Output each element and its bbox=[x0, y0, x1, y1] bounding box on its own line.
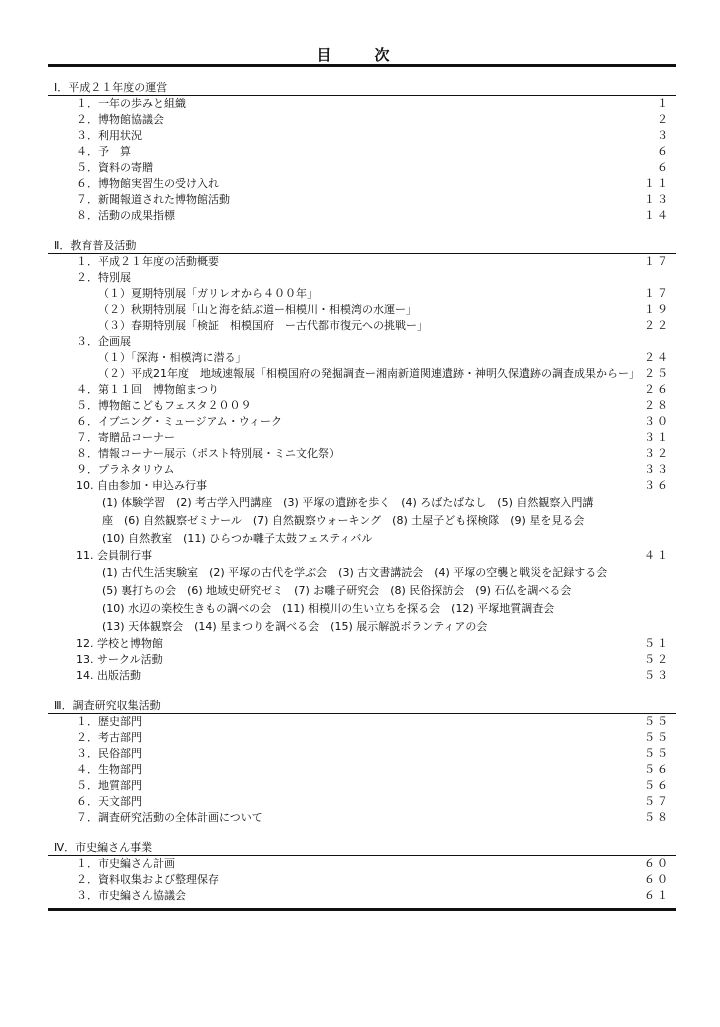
toc-entry-label: １．一年の歩みと組織 bbox=[76, 97, 186, 110]
toc-entry-page: ５８ bbox=[644, 811, 670, 824]
toc-entry-page: １９ bbox=[644, 303, 670, 316]
toc-entry-label: ５．資料の寄贈 bbox=[76, 161, 153, 174]
toc-entry bbox=[48, 302, 676, 318]
toc-entry-page: ２８ bbox=[644, 399, 670, 412]
toc-entry-page: ６ bbox=[657, 161, 670, 174]
toc-entry-page: ４１ bbox=[644, 549, 670, 562]
toc-entry bbox=[48, 794, 676, 810]
toc-entry-page: １ bbox=[657, 97, 670, 110]
section-heading: Ⅱ．教育普及活動 bbox=[48, 238, 676, 254]
toc-entry-label: ３．市史編さん協議会 bbox=[76, 889, 186, 902]
toc-entry-page: １７ bbox=[644, 255, 670, 268]
toc-entry-page: ６０ bbox=[644, 873, 670, 886]
toc-section bbox=[48, 238, 676, 684]
toc-entry-page: ２ bbox=[657, 113, 670, 126]
toc-entry-label: １．歴史部門 bbox=[76, 715, 142, 728]
toc-entry-label: ６．天文部門 bbox=[76, 795, 142, 808]
bottom-rule bbox=[48, 908, 676, 911]
toc-entry bbox=[48, 462, 676, 478]
toc-entry-page: ５６ bbox=[644, 779, 670, 792]
toc-entry bbox=[48, 872, 676, 888]
toc-entry-label: （３）春期特別展「検証 相模国府 ー古代都市復元への挑戦ー」 bbox=[98, 319, 428, 332]
toc-entry-page: ３０ bbox=[644, 415, 670, 428]
toc-entry-page: ３６ bbox=[644, 479, 670, 492]
top-rule bbox=[48, 64, 676, 67]
toc-entry-label: （１）夏期特別展「ガリレオから４００年」 bbox=[98, 287, 318, 300]
toc-entry bbox=[48, 668, 676, 684]
toc-entry-page: １１ bbox=[644, 177, 670, 190]
toc-entry-label: ８．活動の成果指標 bbox=[76, 209, 175, 222]
toc-sub-list: (10) 自然教室 (11) ひらつか囃子太鼓フェスティバル bbox=[102, 532, 373, 545]
toc-entry-page: ５５ bbox=[644, 747, 670, 760]
toc-entry-label: 10. 自由参加・申込み行事 bbox=[76, 479, 207, 492]
toc-entry-label: ６．博物館実習生の受け入れ bbox=[76, 177, 219, 190]
toc-entry-label: ５．地質部門 bbox=[76, 779, 142, 792]
toc-entry bbox=[48, 318, 676, 334]
toc-entry-page: ５７ bbox=[644, 795, 670, 808]
toc-entry bbox=[48, 398, 676, 414]
toc-entry-label: ６．イブニング・ミュージアム・ウィーク bbox=[76, 415, 283, 428]
toc-entry-label: １．平成２１年度の活動概要 bbox=[76, 255, 219, 268]
toc-entry bbox=[48, 446, 676, 462]
toc-entry-label: ３．企画展 bbox=[76, 335, 131, 348]
toc-entry-label: ４．予 算 bbox=[76, 145, 131, 158]
toc-entry-page: ６０ bbox=[644, 857, 670, 870]
toc-entry bbox=[48, 810, 676, 826]
toc-entry-page: ５３ bbox=[644, 669, 670, 682]
toc-entry-label: 13. サークル活動 bbox=[76, 653, 163, 666]
toc-entry bbox=[48, 548, 676, 564]
section-heading: Ⅲ．調査研究収集活動 bbox=[48, 698, 676, 714]
toc-entry-page: ５５ bbox=[644, 731, 670, 744]
toc-entry bbox=[48, 176, 676, 192]
toc-entry bbox=[48, 430, 676, 446]
toc-entry-page: ５１ bbox=[644, 637, 670, 650]
toc-entry-label: ３．利用状況 bbox=[76, 129, 142, 142]
toc-entry-page: ５５ bbox=[644, 715, 670, 728]
section-heading: Ⅰ．平成２１年度の運営 bbox=[48, 80, 676, 96]
toc-entry bbox=[48, 636, 676, 652]
toc-entry-label: １．市史編さん計画 bbox=[76, 857, 175, 870]
table-of-contents bbox=[48, 80, 676, 918]
toc-entry bbox=[48, 652, 676, 668]
toc-entry-page: ６１ bbox=[644, 889, 670, 902]
toc-entry bbox=[48, 714, 676, 730]
toc-entry bbox=[48, 350, 676, 366]
toc-entry-label: ７．新聞報道された博物館活動 bbox=[76, 193, 230, 206]
toc-entry bbox=[48, 96, 676, 112]
toc-section bbox=[48, 80, 676, 224]
toc-entry-page: １３ bbox=[644, 193, 670, 206]
toc-entry bbox=[48, 414, 676, 430]
toc-entry bbox=[48, 160, 676, 176]
toc-entry-page: ３３ bbox=[644, 463, 670, 476]
toc-entry-label: ３．民俗部門 bbox=[76, 747, 142, 760]
toc-entry-page: ５６ bbox=[644, 763, 670, 776]
toc-entry-page: ３２ bbox=[644, 447, 670, 460]
toc-entry bbox=[48, 856, 676, 872]
toc-entry bbox=[48, 888, 676, 904]
toc-entry-label: ４．生物部門 bbox=[76, 763, 142, 776]
toc-entry-label: ７．寄贈品コーナー bbox=[76, 431, 175, 444]
toc-entry-label: ８．情報コーナー展示（ポスト特別展・ミニ文化祭） bbox=[76, 447, 340, 460]
toc-entry-label: ２．考古部門 bbox=[76, 731, 142, 744]
toc-entry-page: ６ bbox=[657, 145, 670, 158]
toc-entry-page: １４ bbox=[644, 209, 670, 222]
toc-entry-label: 14. 出版活動 bbox=[76, 669, 141, 682]
toc-entry bbox=[48, 286, 676, 302]
toc-entry-page: ２６ bbox=[644, 383, 670, 396]
toc-sub-list: (1) 体験学習 (2) 考古学入門講座 (3) 平塚の遺跡を歩く (4) ろばたばなし (5) 自然観察入門講 bbox=[102, 496, 594, 509]
toc-entry bbox=[48, 254, 676, 270]
section-heading: Ⅳ．市史編さん事業 bbox=[48, 840, 676, 856]
toc-entry-label: ９．プラネタリウム bbox=[76, 463, 175, 476]
toc-entry-page: ２５ bbox=[644, 367, 670, 380]
toc-entry bbox=[48, 112, 676, 128]
toc-entry-label: （２）秋期特別展「山と海を結ぶ道ー相模川・相模湾の水運ー」 bbox=[98, 303, 417, 316]
toc-entry-label: 11. 会員制行事 bbox=[76, 549, 152, 562]
toc-entry bbox=[48, 778, 676, 794]
toc-entry-page: ２２ bbox=[644, 319, 670, 332]
toc-entry-label: ２．博物館協議会 bbox=[76, 113, 164, 126]
toc-entry bbox=[48, 270, 676, 286]
toc-entry bbox=[48, 730, 676, 746]
toc-entry bbox=[48, 366, 676, 382]
toc-section bbox=[48, 698, 676, 826]
toc-sub-list: (5) 裏打ちの会 (6) 地域史研究ゼミ (7) お囃子研究会 (8) 民俗探訪会 (9) 石仏を調べる会 bbox=[102, 584, 572, 597]
toc-entry-label: ４．第１１回 博物館まつり bbox=[76, 383, 219, 396]
toc-entry-page: １７ bbox=[644, 287, 670, 300]
toc-entry-label: （２）平成21年度 地域速報展「相模国府の発掘調査ー湘南新道関連遺跡・神明久保遺跡の調査成果からー」 bbox=[98, 367, 640, 380]
toc-entry bbox=[48, 208, 676, 224]
toc-entry-page: ３ bbox=[657, 129, 670, 142]
toc-entry bbox=[48, 334, 676, 350]
toc-sub-list: (10) 水辺の楽校生きもの調べの会 (11) 相模川の生い立ちを探る会 (12) 平塚地質調査会 bbox=[102, 602, 555, 615]
toc-sub-list: (1) 古代生活実験室 (2) 平塚の古代を学ぶ会 (3) 古文書講読会 (4) 平塚の空襲と戦災を記録する会 bbox=[102, 566, 608, 579]
page-title: 目 次 bbox=[316, 46, 404, 64]
toc-entry-label: （１）「深海・相模湾に潜る」 bbox=[98, 351, 247, 364]
toc-entry-label: ７．調査研究活動の全体計画について bbox=[76, 811, 263, 824]
toc-entry bbox=[48, 746, 676, 762]
toc-entry-page: ５２ bbox=[644, 653, 670, 666]
toc-sub-list: (13) 天体観察会 (14) 星まつりを調べる会 (15) 展示解説ボランティアの会 bbox=[102, 620, 488, 633]
toc-entry-page: ２４ bbox=[644, 351, 670, 364]
toc-sub-list: 座 (6) 自然観察ゼミナール (7) 自然観察ウォーキング (8) 土屋子ども探検隊 (9) 星を見る会 bbox=[102, 514, 585, 527]
toc-entry-label: ２．特別展 bbox=[76, 271, 131, 284]
toc-entry-page: ３１ bbox=[644, 431, 670, 444]
toc-entry bbox=[48, 144, 676, 160]
toc-entry-label: ２．資料収集および整理保存 bbox=[76, 873, 219, 886]
toc-entry bbox=[48, 382, 676, 398]
toc-entry-label: 12. 学校と博物館 bbox=[76, 637, 163, 650]
toc-entry-label: ５．博物館こどもフェスタ２００９ bbox=[76, 399, 252, 412]
toc-entry bbox=[48, 128, 676, 144]
toc-entry bbox=[48, 762, 676, 778]
toc-entry bbox=[48, 192, 676, 208]
toc-section bbox=[48, 840, 676, 904]
toc-entry bbox=[48, 478, 676, 494]
